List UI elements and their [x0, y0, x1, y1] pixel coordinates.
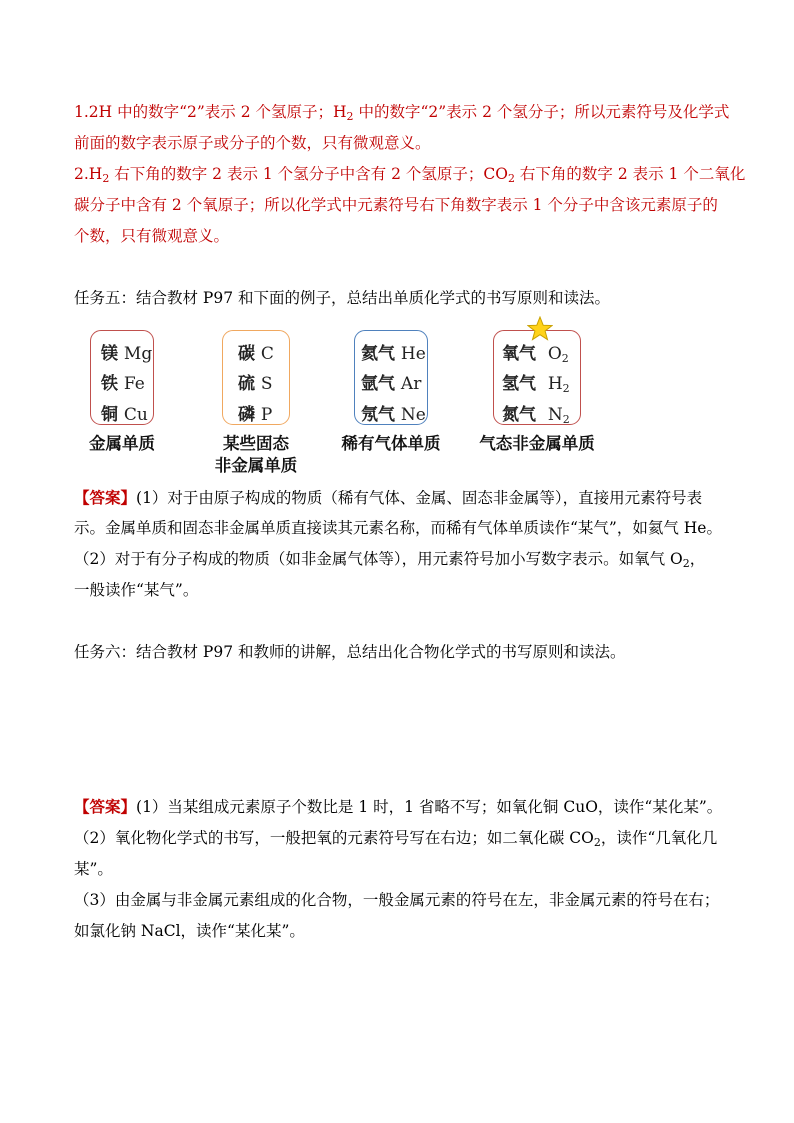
example-item: 氦气 He [361, 344, 426, 364]
answer-6-line-4: （3）由金属与非金属元素组成的化合物，一般金属元素的符号在左，非金属元素的符号在右； [74, 891, 720, 909]
note-1-line-2: 前面的数字表示原子或分子的个数，只有微观意义。 [74, 134, 431, 152]
noble-gases-box [354, 330, 428, 425]
example-item: 氢气 $H_2$ [502, 374, 570, 395]
answer-6-line-5: 如氯化钠 NaCl，读作“某化某”。 [74, 922, 305, 940]
answer-5-line-4: 一般读作“某气”。 [74, 581, 199, 599]
example-item: 氖气 Ne [361, 405, 426, 425]
star-icon [527, 316, 553, 342]
solid-nonmetals-caption-2: 非金属单质 [214, 456, 298, 475]
example-item: 氮气 $N_2$ [502, 405, 570, 426]
example-item: 磷 P [238, 405, 273, 425]
answer-5-line-2: 示。金属单质和固态非金属单质直接读其元素名称，而稀有气体单质读作“某气”，如氦气 He。 [74, 519, 722, 537]
gas-nonmetals-box [493, 330, 581, 425]
solid-nonmetals-caption-1: 某些固态 [223, 434, 289, 453]
example-item: 氩气 Ar [361, 374, 422, 394]
task-6-prompt: 任务六：结合教材 P97 和教师的讲解，总结出化合物化学式的书写原则和读法。 [74, 643, 626, 661]
metals-caption: 金属单质 [89, 434, 155, 453]
example-item: 铁 Fe [101, 374, 145, 394]
answer-5-line-3: （2）对于有分子构成的物质（如非金属气体等），用元素符号加小写数字表示。如氧气 $O_2$， [74, 550, 706, 570]
answer-6-line-3: 某”。 [74, 860, 113, 878]
example-item: 镁 Mg [101, 344, 153, 364]
note-2-line-1: $2.H_2$ 右下角的数字 2 表示 1 个氢分子中含有 2 个氢原子；$CO_2$ 右下角的数字 2 表示 1 个二氧化 [74, 165, 746, 185]
answer-6-line-1: 【答案】(1）当某组成元素原子个数比是 1 时，1 省略不写；如氧化铜 CuO，读作“某化某”。 [74, 797, 723, 816]
example-item: 氧气 $O_2$ [502, 344, 569, 365]
example-item: 铜 Cu [101, 405, 148, 425]
answer-5-line-1: 【答案】(1）对于由原子构成的物质（稀有气体、金属、固态非金属等），直接用元素符号表 [74, 488, 703, 507]
answer-6-line-2: （2）氧化物化学式的书写，一般把氧的元素符号写在右边；如二氧化碳 $CO_2$，读作“几氧化几 [74, 829, 718, 849]
solid-nonmetals-box [222, 330, 290, 425]
gas-nonmetals-caption: 气态非金属单质 [479, 434, 595, 453]
metals-box [90, 330, 154, 425]
note-2-line-3: 个数，只有微观意义。 [74, 227, 230, 245]
example-item: 碳 C [238, 344, 274, 364]
task-5-prompt: 任务五：结合教材 P97 和下面的例子，总结出单质化学式的书写原则和读法。 [74, 289, 611, 307]
noble-gases-caption: 稀有气体单质 [341, 434, 441, 453]
example-item: 硫 S [238, 374, 273, 394]
note-1-line-1: 1.2H 中的数字“2”表示 2 个氢原子；$H_2$ 中的数字“2”表示 2 个氢分子；所以元素符号及化学式 [74, 103, 730, 123]
note-2-line-2: 碳分子中含有 2 个氧原子；所以化学式中元素符号右下角数字表示 1 个分子中含该元素原子的 [74, 196, 718, 214]
